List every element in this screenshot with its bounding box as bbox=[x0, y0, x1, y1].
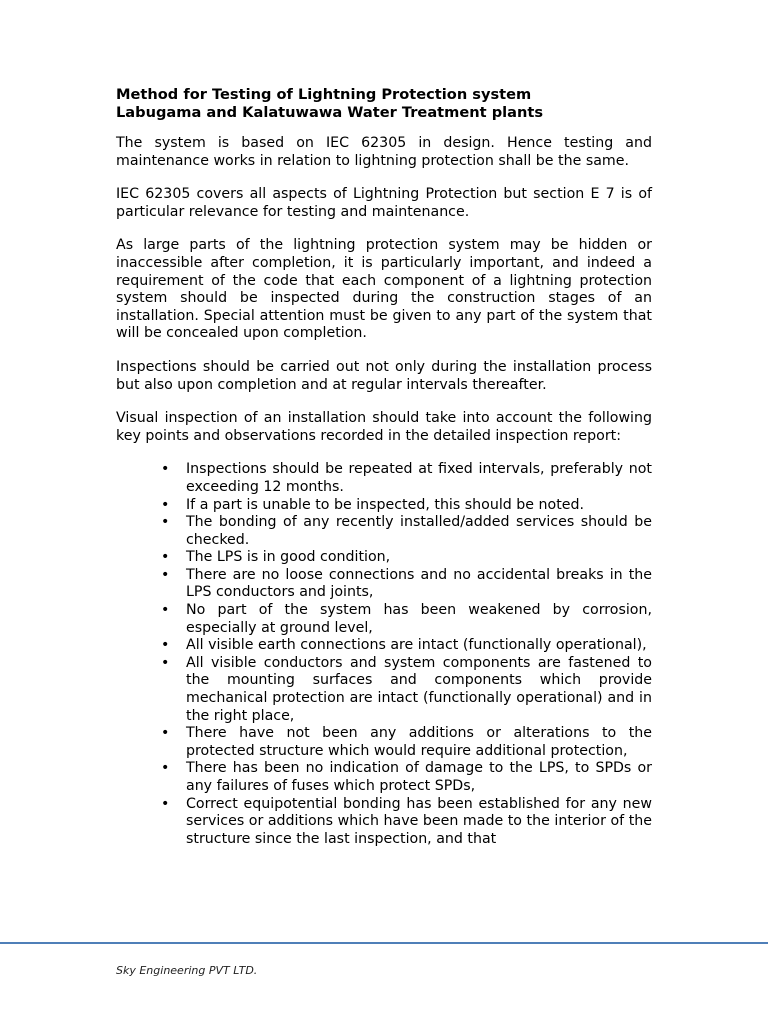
title-line-1: Method for Testing of Lightning Protection system bbox=[116, 86, 532, 103]
paragraph-hidden-parts: As large parts of the lightning protection system may be hidden or inaccessible after completion, it is particularly important, and indeed a requirement of the code that each component of a lightning protection system should be inspected during the construction stages of an installation. Special attention must be given to any part of the system that will be concealed upon completion. bbox=[116, 237, 652, 342]
list-item-text: Correct equipotential bonding has been established for any new services or additions which have been made to the interior of the structure since the last inspection, and that bbox=[186, 795, 652, 847]
bullet-icon: • bbox=[161, 461, 170, 478]
bullet-icon: • bbox=[161, 496, 170, 513]
list-item-text: The bonding of any recently installed/added services should be checked. bbox=[186, 514, 652, 548]
bullet-icon: • bbox=[161, 549, 170, 566]
list-item-text: The LPS is in good condition, bbox=[186, 549, 391, 566]
list-item bbox=[161, 795, 652, 849]
list-item bbox=[161, 725, 652, 760]
bullet-icon: • bbox=[161, 637, 170, 654]
list-item bbox=[161, 602, 652, 637]
list-item-text: There has been no indication of damage to the LPS, to SPDs or any failures of fuses which protect SPDs, bbox=[186, 760, 652, 794]
bullet-icon: • bbox=[161, 795, 170, 812]
paragraph-visual-inspection: Visual inspection of an installation should take into account the following key points and observations recorded in the detailed inspection report: bbox=[116, 410, 652, 444]
list-item-text: If a part is unable to be inspected, this should be noted. bbox=[186, 496, 585, 513]
list-item-text: All visible conductors and system components are fastened to the mounting surfaces and components which provide mechanical protection are intact (functionally operational) and in the right place, bbox=[186, 654, 652, 724]
list-item bbox=[161, 461, 652, 496]
bullet-icon: • bbox=[161, 654, 170, 671]
bullet-icon: • bbox=[161, 760, 170, 777]
document-body bbox=[116, 86, 652, 848]
bullet-icon: • bbox=[161, 566, 170, 583]
list-item bbox=[161, 566, 652, 602]
list-item bbox=[161, 514, 652, 549]
title-line-2: Labugama and Kalatuwawa Water Treatment plants bbox=[116, 104, 544, 121]
paragraph-iec-basis: The system is based on IEC 62305 in design. Hence testing and maintenance works in relation to lightning protection shall be the same. bbox=[116, 135, 652, 169]
paragraph-inspection-timing: Inspections should be carried out not only during the installation process but also upon completion and at regular intervals thereafter. bbox=[116, 358, 652, 393]
list-item bbox=[161, 637, 652, 655]
footer-company-name: Sky Engineering PVT LTD. bbox=[116, 964, 258, 977]
list-item-text: All visible earth connections are intact (functionally operational), bbox=[186, 637, 647, 654]
list-item bbox=[161, 496, 652, 515]
list-item-text: There have not been any additions or alterations to the protected structure which would require additional protection, bbox=[186, 725, 652, 759]
document-title bbox=[116, 86, 652, 122]
list-item-text: No part of the system has been weakened by corrosion, especially at ground level, bbox=[186, 602, 652, 636]
list-item-text: Inspections should be repeated at fixed intervals, preferably not exceeding 12 months. bbox=[186, 461, 652, 495]
list-item bbox=[161, 654, 652, 725]
bullet-icon: • bbox=[161, 602, 170, 619]
inspection-points-list bbox=[116, 461, 652, 848]
list-item-text: There are no loose connections and no accidental breaks in the LPS conductors and joints, bbox=[186, 566, 652, 601]
footer-divider bbox=[0, 942, 768, 944]
bullet-icon: • bbox=[161, 514, 170, 531]
bullet-icon: • bbox=[161, 725, 170, 742]
list-item bbox=[161, 549, 652, 567]
list-item bbox=[161, 760, 652, 795]
paragraph-iec-coverage: IEC 62305 covers all aspects of Lightning Protection but section E 7 is of particular relevance for testing and maintenance. bbox=[116, 186, 652, 220]
